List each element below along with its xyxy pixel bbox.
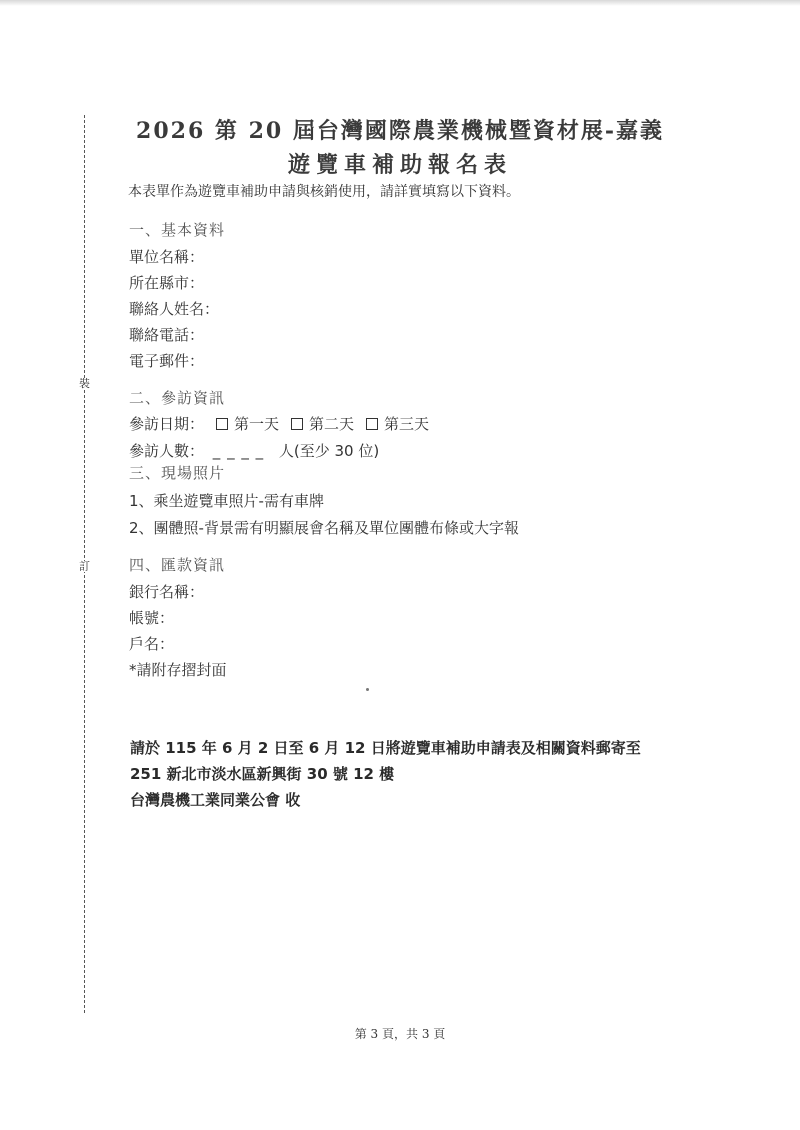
field-bank-name[interactable]: 銀行名稱： — [129, 583, 205, 601]
checkbox-day3[interactable] — [366, 418, 378, 430]
scan-speck — [366, 688, 369, 691]
visit-date-label: 參訪日期： — [129, 415, 205, 433]
field-email[interactable]: 電子郵件： — [129, 352, 205, 370]
visit-count-suffix: 人(至少 30 位) — [278, 442, 380, 460]
section-visit-info-heading: 二、參訪資訊 — [129, 389, 226, 407]
field-contact-name[interactable]: 聯絡人姓名： — [129, 300, 220, 318]
checkbox-day1[interactable] — [216, 418, 228, 430]
checkbox-day2[interactable] — [291, 418, 303, 430]
visit-count-blank[interactable]: _ _ _ _ — [212, 442, 265, 460]
photo-item-bus: 1、乘坐遊覽車照片-需有車牌 — [129, 492, 324, 510]
binding-mark-staple: 訂 — [79, 560, 90, 573]
mailing-notice-line1: 請於 115 年 6 月 2 日至 6 月 12 日將遊覽車補助申請表及相關資料郵寄至 — [130, 739, 641, 757]
option-day3-label: 第三天 — [384, 415, 430, 433]
page-number: 第 3 頁，共 3 頁 — [354, 1027, 446, 1041]
form-title-line1: 2026 第 20 屆台灣國際農業機械暨資材展-嘉義 — [136, 118, 664, 144]
section-basic-info-heading: 一、基本資料 — [129, 221, 226, 239]
photo-item-group: 2、團體照-背景需有明顯展會名稱及單位團體布條或大字報 — [129, 519, 519, 537]
field-organization-name[interactable]: 單位名稱： — [129, 248, 205, 266]
visit-count-row — [129, 440, 379, 461]
section-remittance-heading: 四、匯款資訊 — [129, 556, 226, 574]
scan-edge — [0, 0, 800, 6]
field-account-number[interactable]: 帳號： — [129, 609, 175, 627]
mailing-recipient: 台灣農機工業同業公會 收 — [130, 791, 301, 809]
field-account-holder[interactable]: 戶名： — [129, 635, 175, 653]
visit-date-row — [129, 413, 429, 434]
intro-text: 本表單作為遊覽車補助申請與核銷使用，請詳實填寫以下資料。 — [128, 184, 520, 200]
option-day1-label: 第一天 — [234, 415, 280, 433]
section-photos-heading: 三、現場照片 — [129, 464, 226, 482]
visit-count-label: 參訪人數： — [129, 442, 205, 460]
field-contact-phone[interactable]: 聯絡電話： — [129, 326, 205, 344]
mailing-address: 251 新北市淡水區新興街 30 號 12 樓 — [130, 765, 395, 783]
form-title-line2: 遊覽車補助報名表 — [287, 152, 512, 178]
option-day2-label: 第二天 — [309, 415, 355, 433]
field-county-city[interactable]: 所在縣市： — [129, 274, 205, 292]
binding-mark-bind: 裝 — [79, 377, 90, 390]
passbook-note: *請附存摺封面 — [129, 661, 227, 679]
